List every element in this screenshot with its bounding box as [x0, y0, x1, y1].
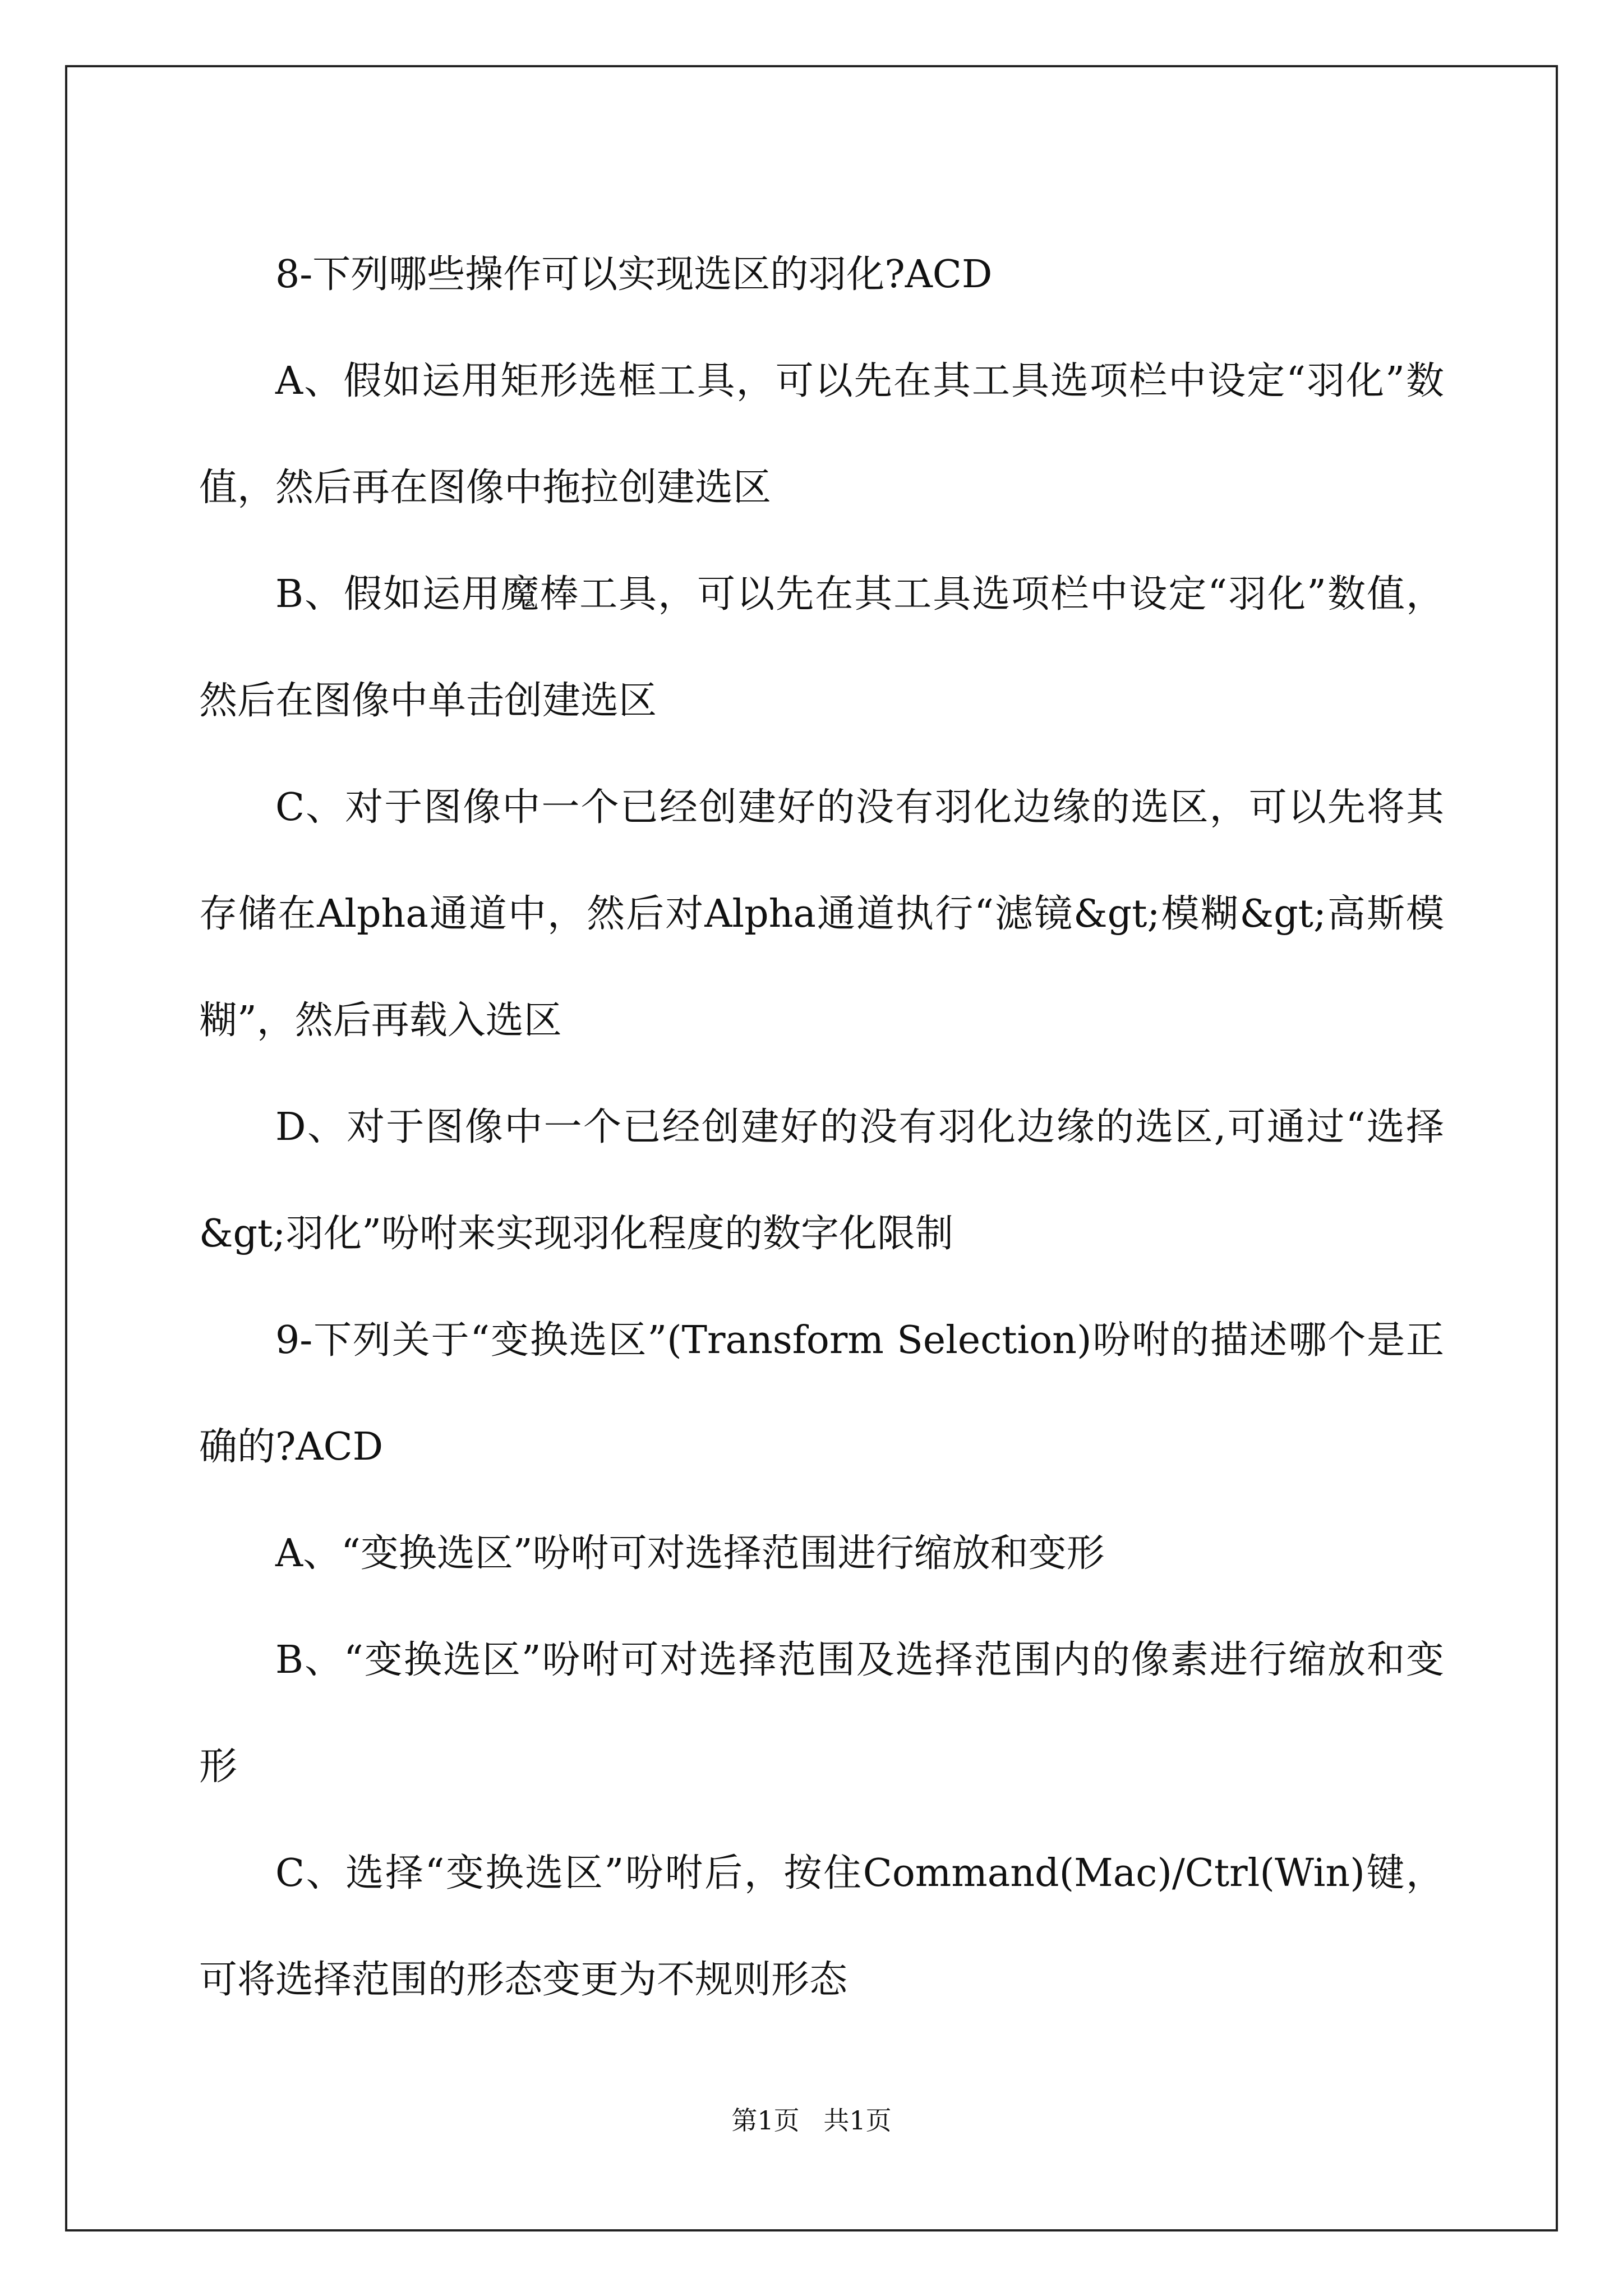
page-footer	[0, 2104, 1623, 2137]
document-body	[199, 222, 1444, 2033]
question-8-option-b: B、假如运用魔棒工具，可以先在其工具选项栏中设定“羽化”数值，然后在图像中单击创建选区	[199, 572, 1444, 723]
question-9-option-c: C、选择“变换选区”吩咐后，按住Command(Mac)/Ctrl(Win)键，可将选择范围的形态变更为不规则形态	[199, 1851, 1444, 2002]
question-9-option-a: A、“变换选区”吩咐可对选择范围进行缩放和变形	[275, 1531, 1105, 1576]
total-pages-label: 共1页	[823, 2105, 892, 2136]
question-9-title: 9-下列关于“变换选区”(Transform Selection)吩咐的描述哪个是正确的?ACD	[199, 1318, 1444, 1469]
question-8-title: 8-下列哪些操作可以实现选区的羽化?ACD	[275, 252, 993, 297]
question-8-option-d: D、对于图像中一个已经创建好的没有羽化边缘的选区,可通过“选择&gt;羽化”吩咐来实现羽化程度的数字化限制	[199, 1105, 1444, 1256]
question-9-option-b: B、“变换选区”吩咐可对选择范围及选择范围内的像素进行缩放和变形	[199, 1638, 1444, 1789]
current-page-label: 第1页	[731, 2105, 800, 2136]
question-8-option-c: C、对于图像中一个已经创建好的没有羽化边缘的选区，可以先将其存储在Alpha通道中，然后对Alpha通道执行“滤镜&gt;模糊&gt;高斯模糊”，然后再载入选区	[199, 785, 1444, 1043]
question-8-option-a: A、假如运用矩形选框工具，可以先在其工具选项栏中设定“羽化”数值，然后再在图像中拖拉创建选区	[199, 359, 1444, 510]
